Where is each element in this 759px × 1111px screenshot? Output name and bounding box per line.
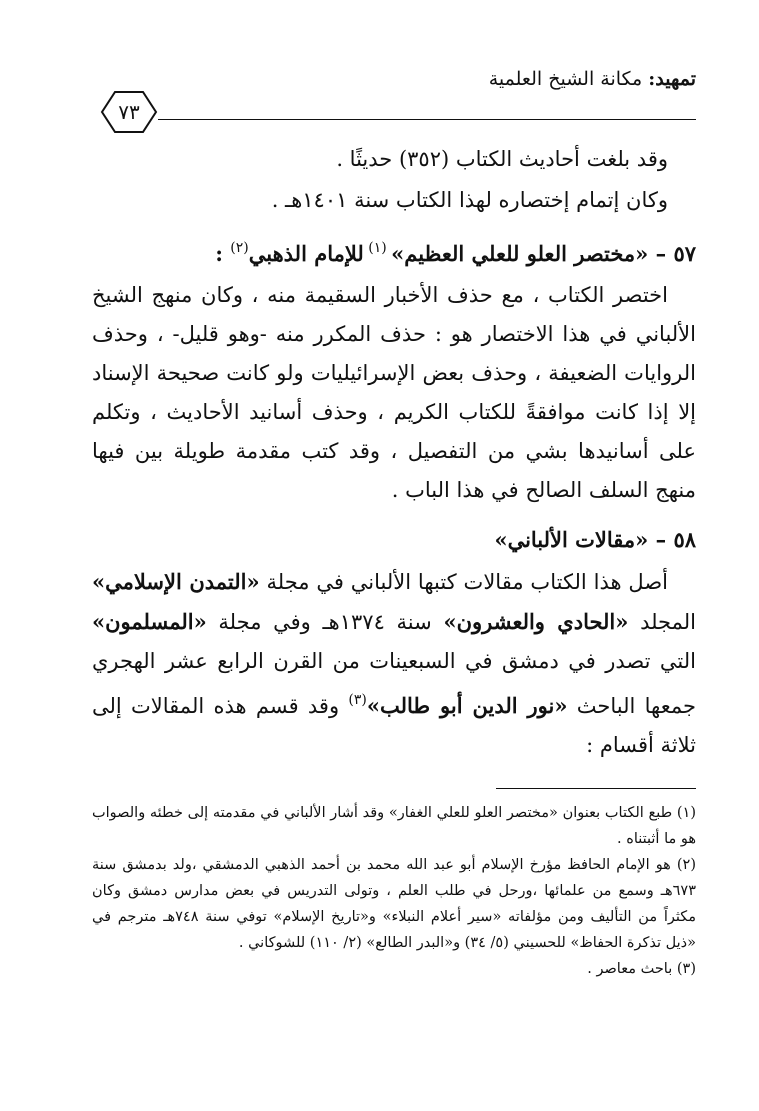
footnote-marker: (٢) (676, 857, 696, 873)
main-text (92, 140, 696, 765)
item-58-bold-3: «المسلمون» (92, 609, 207, 634)
item-58-bold-2: «الحادي والعشرون» (443, 609, 629, 634)
intro-line-2: وكان إتمام إختصاره لهذا الكتاب سنة ١٤٠١هـ . (271, 188, 668, 212)
footnote-marker: (١) (676, 805, 696, 821)
footnote-ref-3: (٣) (348, 692, 367, 708)
item-57-colon: : (215, 241, 231, 266)
item-58-paragraph (92, 562, 696, 765)
footnote-ref-1: (١) (363, 240, 392, 256)
footnote-text: طبع الكتاب بعنوان «مختصر العلو للعلي الغفار» وقد أشار الألباني في مقدمته إلى خطئه والصواب هو ما أثبتناه . (92, 805, 696, 847)
footnote-text: هو الإمام الحافظ مؤرخ الإسلام أبو عبد الله محمد بن أحمد الذهبي الدمشقي ،ولد بدمشق سنة ٦٧٣هـ وسمع من علمائها ،ورحل في طلب العلم ، وتولى التدريس في بعض مدارس دمشق وكان مكثراً من التأليف ومن مؤلفاته «سير أعلام النبلاء» و«تاريخ الإسلام» توفي سنة ٧٤٨هـ مترجم في «ذيل تذكرة الحفاظ» للحسيني (٥/ ٣٤) و«البدر الطالع» (٢/ ١١٠) للشوكاني . (92, 857, 696, 951)
item-57-paragraph: اختصر الكتاب ، مع حذف الأخبار السقيمة منه ، وكان منهج الشيخ الألباني في هذا الاختصار هو : حذف المكرر منه -وهو قليل- ، وحذف الروايات الضعيفة ، وحذف بعض الإسرائيليات ولو كانت صحيحة الإسناد إلا إذا كانت موافقةً للكتاب الكريم ، وحذف أسانيد الأحاديث ، وتكلم على أسانيدها بشي من التفصيل ، وقد كتب مقدمة طويلة بين فيها منهج السلف الصالح في هذا الباب . (92, 283, 696, 502)
item-57-heading (92, 228, 696, 274)
footnote-ref-2: (٢) (230, 240, 249, 256)
footnote-2 (92, 852, 696, 956)
item-58-text-5: وقد قسم هذه المقالات إلى ثلاثة أقسام : (92, 694, 696, 757)
intro-line-1: وقد بلغت أحاديث الكتاب (٣٥٢) حديثًا . (336, 147, 668, 171)
footnote-text: باحث معاصر . (587, 961, 673, 977)
running-head-bold: تمهيد: (648, 68, 696, 90)
item-58-number: ٥٨ – (648, 527, 696, 552)
item-57-author: للإمام الذهبي (248, 241, 364, 266)
running-head-title: مكانة الشيخ العلمية (488, 68, 649, 90)
page-number-badge (100, 90, 158, 134)
item-58-text-1: أصل هذا الكتاب مقالات كتبها الألباني في مجلة (259, 570, 669, 594)
running-head (489, 68, 696, 90)
item-57-number: ٥٧ – (648, 241, 696, 266)
footnote-marker: (٣) (676, 961, 696, 977)
item-58-text-2: المجلد (628, 610, 696, 634)
footnotes (92, 800, 696, 982)
footnote-separator (496, 788, 696, 789)
page-number: ٧٣ (118, 100, 140, 124)
item-57-title: «مختصر العلو للعلي العظيم» (391, 241, 649, 266)
footnote-3 (92, 956, 696, 982)
item-58-bold-1: «التمدن الإسلامي» (92, 569, 260, 594)
page-header (100, 62, 696, 122)
footnote-1 (92, 800, 696, 852)
item-58-title: «مقالات الألباني» (494, 527, 649, 552)
item-58-heading (92, 520, 696, 560)
item-58-text-4: التي تصدر في دمشق في السبعينات من القرن الرابع عشر الهجري جمعها الباحث (92, 649, 696, 718)
item-58-text-3: سنة ١٣٧٤هـ وفي مجلة (206, 610, 444, 634)
item-58-bold-4: «نور الدين أبو طالب» (366, 693, 568, 718)
header-rule (158, 119, 696, 120)
